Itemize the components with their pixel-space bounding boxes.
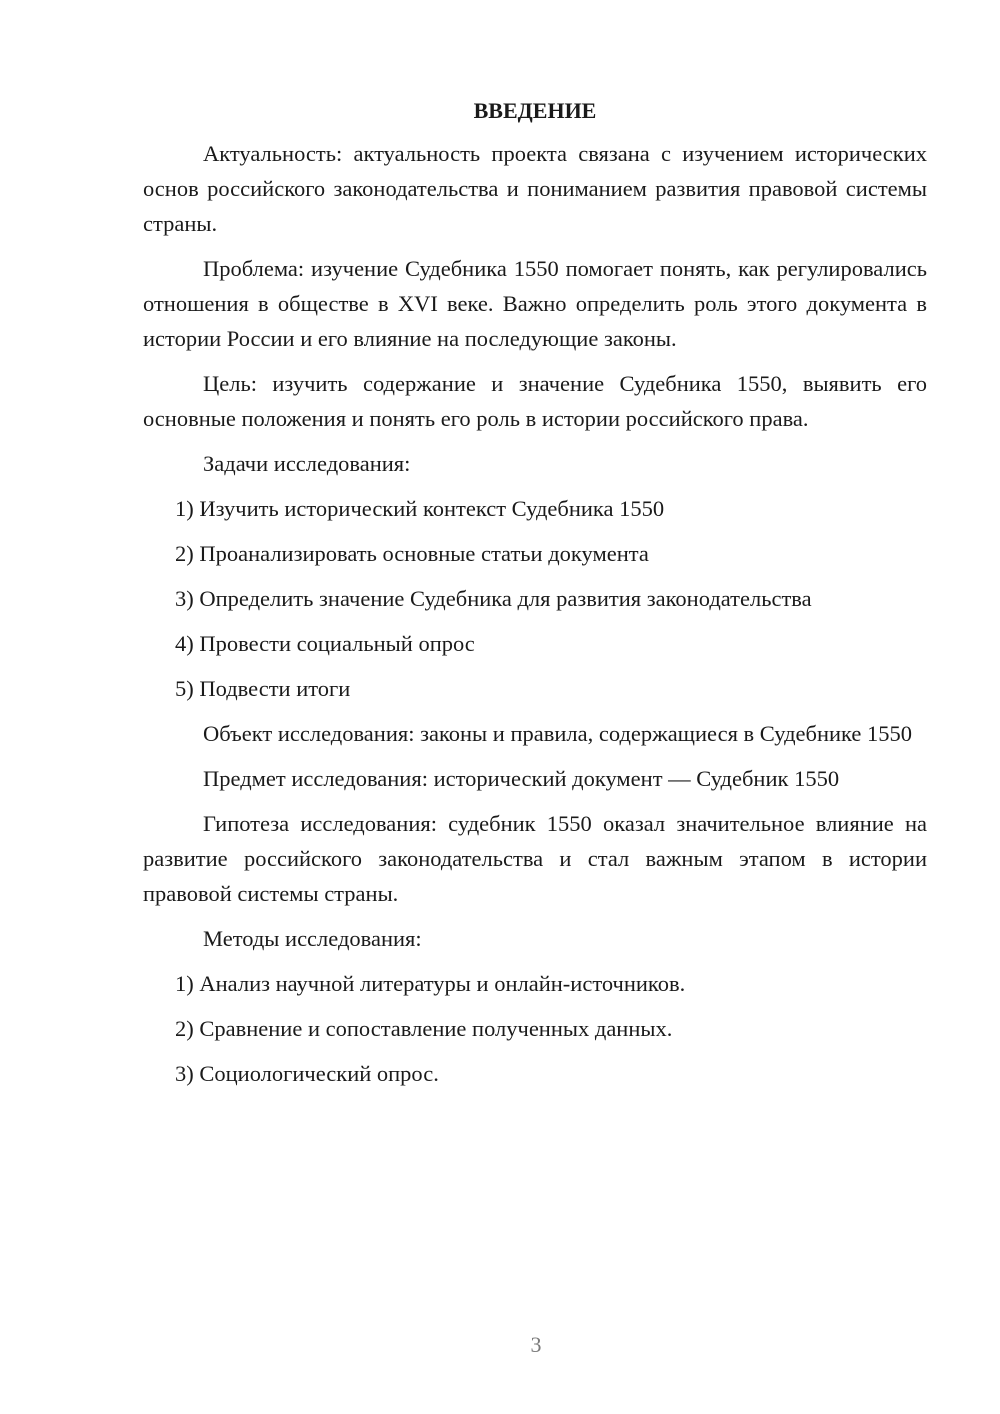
- methods-heading: Методы исследования:: [203, 926, 422, 951]
- page-number: 3: [530, 1332, 542, 1357]
- list-item: 3) Социологический опрос.: [175, 1061, 439, 1086]
- relevance-paragraph: Актуальность: актуальность проекта связана с изучением исторических основ российского законодательства и пониманием развития правовой системы страны.: [143, 141, 927, 236]
- section-title: ВВЕДЕНИЕ: [473, 98, 597, 123]
- goal-paragraph: Цель: изучить содержание и значение Судебника 1550, выявить его основные положения и понять его роль в истории российского права.: [143, 371, 927, 431]
- tasks-list: [143, 491, 927, 706]
- methods-list: [143, 966, 927, 1091]
- document-body: [143, 96, 927, 1101]
- list-item: 2) Сравнение и сопоставление полученных данных.: [175, 1016, 673, 1041]
- list-item: 1) Анализ научной литературы и онлайн-источников.: [175, 971, 686, 996]
- subject-paragraph: Предмет исследования: исторический документ — Судебник 1550: [203, 766, 840, 791]
- list-item: 2) Проанализировать основные статьи документа: [175, 541, 649, 566]
- tasks-heading: Задачи исследования:: [203, 451, 411, 476]
- list-item: 5) Подвести итоги: [175, 676, 351, 701]
- list-item: 4) Провести социальный опрос: [175, 631, 475, 656]
- list-item: 1) Изучить исторический контекст Судебника 1550: [175, 496, 665, 521]
- object-paragraph: Объект исследования: законы и правила, содержащиеся в Судебнике 1550: [203, 721, 913, 746]
- problem-paragraph: Проблема: изучение Судебника 1550 помогает понять, как регулировались отношения в обществе в XVI веке. Важно определить роль этого документа в истории России и его влияние на последующие законы.: [143, 256, 927, 351]
- hypothesis-paragraph: Гипотеза исследования: судебник 1550 оказал значительное влияние на развитие российского законодательства и стал важным этапом в истории правовой системы страны.: [143, 811, 927, 906]
- list-item: 3) Определить значение Судебника для развития законодательства: [175, 586, 812, 611]
